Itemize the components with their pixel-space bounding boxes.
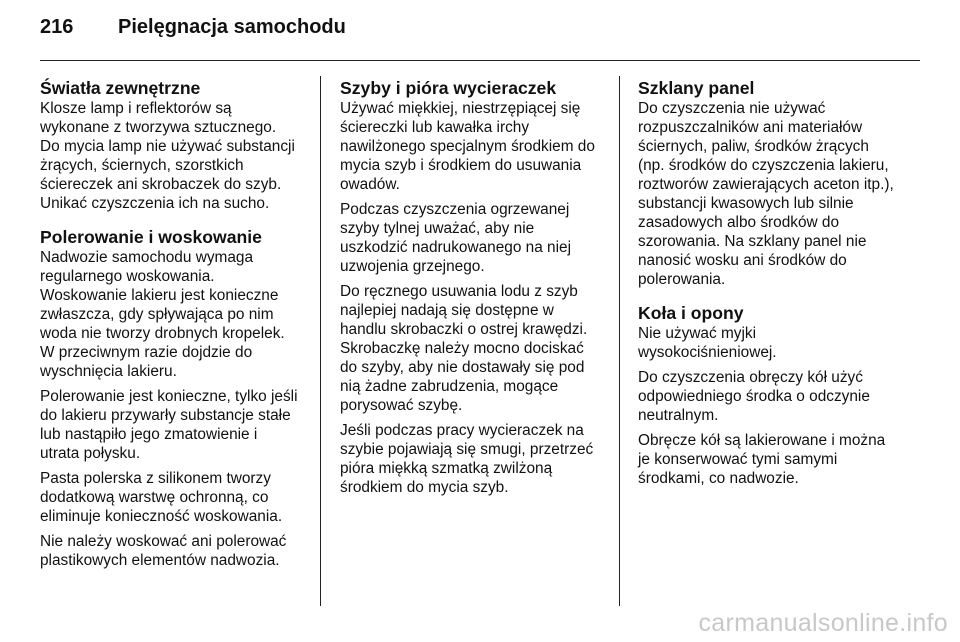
text-line: substancji kwasowych lub silnie [638, 195, 854, 212]
section-heading: Polerowanie i woskowanie [40, 227, 262, 247]
text-line: do szyby, aby nie dostawały się pod [340, 359, 585, 376]
paragraph [340, 99, 608, 194]
text-line: Do czyszczenia obręczy kół użyć [638, 369, 863, 386]
text-line: rozpuszczalników ani materiałów [638, 119, 863, 136]
column-divider [320, 76, 321, 606]
text-line: do lakieru przywarły substancje stałe [40, 407, 291, 424]
text-line: Unikać czyszczenia ich na sucho. [40, 195, 270, 212]
text-line: ściereczki lub kawałka irchy [340, 119, 530, 136]
text-line: woda nie tworzy drobnych kropelek. [40, 325, 285, 342]
text-column-1 [40, 78, 308, 570]
text-line: utrata połysku. [40, 445, 141, 462]
section-heading: Koła i opony [638, 303, 744, 323]
text-line: dodatkową warstwę ochronną, co [40, 489, 269, 506]
paragraph [638, 431, 920, 488]
column-divider [619, 76, 620, 606]
page-title: Pielęgnacja samochodu [118, 16, 346, 38]
text-line: mycia szyb i środkiem do usuwania [340, 157, 582, 174]
text-line: owadów. [340, 176, 400, 193]
text-line: (np. środków do czyszczenia lakieru, [638, 157, 889, 174]
text-line: Do mycia lamp nie używać substancji [40, 138, 295, 155]
text-line: plastikowych elementów nadwozia. [40, 552, 280, 569]
text-line: Pasta polerska z silikonem tworzy [40, 470, 271, 487]
text-line: żrących, ściernych, szorstkich [40, 157, 244, 174]
text-column-2 [340, 78, 608, 497]
text-line: roztworów zawierających aceton itp.), [638, 176, 894, 193]
text-line: szybie pojawiają się smugi, przetrzeć [340, 441, 594, 458]
text-line: pióra miękką szmatką zwilżoną [340, 460, 553, 477]
text-line: neutralnym. [638, 407, 719, 424]
text-line: wykonane z tworzywa sztucznego. [40, 119, 277, 136]
text-line: Podczas czyszczenia ogrzewanej [340, 201, 570, 218]
text-line: wysokociśnieniowej. [638, 344, 777, 361]
section-heading: Światła zewnętrzne [40, 78, 201, 98]
page-header [40, 16, 346, 48]
text-line: Do czyszczenia nie używać [638, 100, 826, 117]
paragraph [40, 532, 308, 570]
paragraph [40, 387, 308, 463]
text-line: Skrobaczkę należy mocno dociskać [340, 340, 584, 357]
text-line: ściernych, paliw, środków żrących [638, 138, 869, 155]
paragraph [340, 421, 608, 497]
section-heading: Szyby i pióra wycieraczek [340, 78, 557, 98]
header-rule [40, 60, 920, 61]
section-heading: Szklany panel [638, 78, 755, 98]
text-line: ściereczek ani skrobaczek do szyb. [40, 176, 282, 193]
text-line: uzwojenia grzejnego. [340, 258, 485, 275]
text-line: je konserwować tymi samymi [638, 451, 838, 468]
text-line: Polerowanie jest konieczne, tylko jeśli [40, 388, 298, 405]
text-line: Do ręcznego usuwania lodu z szyb [340, 283, 578, 300]
text-line: najlepiej nadają się dostępne w [340, 302, 554, 319]
paragraph [40, 248, 308, 381]
text-line: Nie używać myjki [638, 325, 757, 342]
paragraph [638, 368, 920, 425]
paragraph [40, 469, 308, 526]
paragraph [638, 324, 920, 362]
text-line: Nadwozie samochodu wymaga [40, 249, 254, 266]
paragraph [340, 282, 608, 415]
paragraph [638, 99, 920, 289]
text-line: zasadowych albo środków do [638, 214, 840, 231]
paragraph [40, 99, 308, 213]
text-line: nią żadne zabrudzenia, mogące [340, 378, 559, 395]
text-line: eliminuje konieczność woskowania. [40, 508, 283, 525]
text-line: Jeśli podczas pracy wycieraczek na [340, 422, 584, 439]
text-line: nanosić wosku ani środków do [638, 252, 847, 269]
text-line: Nie należy woskować ani polerować [40, 533, 287, 550]
text-line: regularnego woskowania. [40, 268, 215, 285]
text-line: lub nastąpiło jego zmatowienie i [40, 426, 258, 443]
text-line: porysować szybę. [340, 397, 463, 414]
text-line: polerowania. [638, 271, 726, 288]
text-line: handlu skrobaczki o ostrej krawędzi. [340, 321, 588, 338]
text-line: nawilżonego specjalnym środkiem do [340, 138, 595, 155]
text-line: Woskowanie lakieru jest konieczne [40, 287, 279, 304]
text-line: Używać miękkiej, niestrzępiącej się [340, 100, 581, 117]
text-line: odpowiedniego środka o odczynie [638, 388, 870, 405]
page-number: 216 [40, 16, 74, 38]
text-line: Klosze lamp i reflektorów są [40, 100, 232, 117]
text-line: szorowania. Na szklany panel nie [638, 233, 867, 250]
text-line: szyby tylnej uważać, aby nie [340, 220, 535, 237]
text-line: środkiem do mycia szyb. [340, 479, 509, 496]
text-line: W przeciwnym razie dojdzie do [40, 344, 253, 361]
text-column-3 [638, 78, 920, 488]
text-line: uszkodzić nadrukowanego na niej [340, 239, 572, 256]
paragraph [340, 200, 608, 276]
watermark: carmanualsonline.info [698, 609, 948, 637]
text-line: zwłaszcza, gdy spływająca po nim [40, 306, 274, 323]
text-line: wyschnięcia lakieru. [40, 363, 177, 380]
text-line: środkami, co nadwozie. [638, 470, 799, 487]
text-line: Obręcze kół są lakierowane i można [638, 432, 886, 449]
